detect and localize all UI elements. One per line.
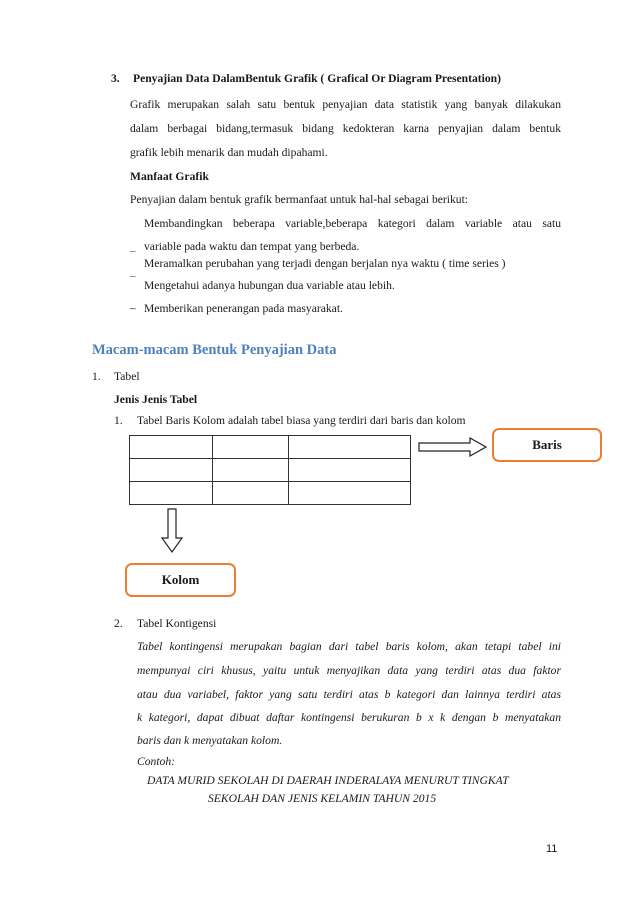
benefit-1-line: Membandingkan beberapa variable,beberapa kategori dalam variable atau satu [144, 217, 561, 230]
kontingensi-paragraph-line: atau dua variabel, faktor yang satu terdiri atas b kategori dan lainnya terdiri atas [137, 688, 561, 701]
page-number: 11 [546, 843, 558, 855]
bullet-dash-icon: _ [130, 299, 136, 310]
item-1-number: 1. [92, 370, 101, 383]
baris-label: Baris [532, 437, 562, 452]
kontingensi-paragraph-line: baris dan k menyatakan kolom. [137, 734, 283, 747]
table-cell [289, 482, 411, 505]
table-row [130, 482, 411, 505]
section-3-title: Penyajian Data DalamBentuk Grafik ( Grafical Or Diagram Presentation) [133, 72, 501, 85]
sub-item-1-number: 1. [114, 414, 123, 427]
table-cell [289, 459, 411, 482]
benefit-3: Mengetahui adanya hubungan dua variable atau lebih. [144, 279, 395, 292]
bullet-dash-icon: ¯ [130, 251, 136, 262]
section-3-paragraph-line: grafik lebih menarik dan mudah dipahami. [130, 146, 328, 159]
item-1-label: Tabel [114, 370, 140, 383]
jenis-tabel-heading: Jenis Jenis Tabel [114, 393, 198, 406]
section-heading: Macam-macam Bentuk Penyajian Data [92, 342, 337, 358]
table-cell [289, 436, 411, 459]
benefit-1-line: variable pada waktu dan tempat yang berbeda. [144, 240, 360, 253]
benefit-4: Memberikan penerangan pada masyarakat. [144, 302, 343, 315]
example-caption-line: SEKOLAH DAN JENIS KELAMIN TAHUN 2015 [208, 792, 437, 805]
bullet-dash-icon: ¯ [130, 276, 136, 287]
table-row [130, 436, 411, 459]
manfaat-intro: Penyajian dalam bentuk grafik bermanfaat untuk hal-hal sebagai berikut: [130, 193, 469, 206]
down-arrow-icon [160, 508, 184, 554]
kolom-label: Kolom [161, 572, 200, 587]
example-table [129, 435, 411, 505]
table-cell [130, 482, 213, 505]
kolom-callout [125, 563, 236, 597]
table-cell [130, 436, 213, 459]
benefit-2: Meramalkan perubahan yang terjadi dengan berjalan nya waktu ( time series ) [144, 257, 506, 270]
kontingensi-paragraph-line: k kategori, dapat dibuat daftar kontingensi berukuran b x k dengan b menyatakan [137, 711, 561, 724]
section-3-paragraph-line: Grafik merupakan salah satu bentuk penyajian data statistik yang banyak dilakukan [130, 98, 561, 111]
example-caption-line: DATA MURID SEKOLAH DI DAERAH INDERALAYA MENURUT TINGKAT [147, 774, 509, 787]
table-cell [130, 459, 213, 482]
baris-callout [492, 428, 602, 462]
kontingensi-paragraph-line: Tabel kontingensi merupakan bagian dari tabel baris kolom, akan tetapi tabel ini [137, 640, 561, 653]
table-cell [213, 459, 289, 482]
contoh-label: Contoh: [137, 755, 176, 768]
right-arrow-icon [418, 437, 488, 457]
sub-item-1-text: Tabel Baris Kolom adalah tabel biasa yang terdiri dari baris dan kolom [137, 414, 466, 427]
kontingensi-paragraph-line: mempunyai ciri khusus, yaitu untuk menyajikan data yang terdiri atas dua faktor [137, 664, 561, 677]
sub-item-2-title: Tabel Kontigensi [137, 617, 217, 630]
section-3-paragraph-line: dalam berbagai bidang,termasuk bidang kedokteran karna penyajian dalam bentuk [130, 122, 561, 135]
manfaat-heading: Manfaat Grafik [130, 170, 209, 183]
section-3-number: 3. [111, 72, 120, 85]
table-cell [213, 436, 289, 459]
table-row [130, 459, 411, 482]
table-cell [213, 482, 289, 505]
sub-item-2-number: 2. [114, 617, 123, 630]
